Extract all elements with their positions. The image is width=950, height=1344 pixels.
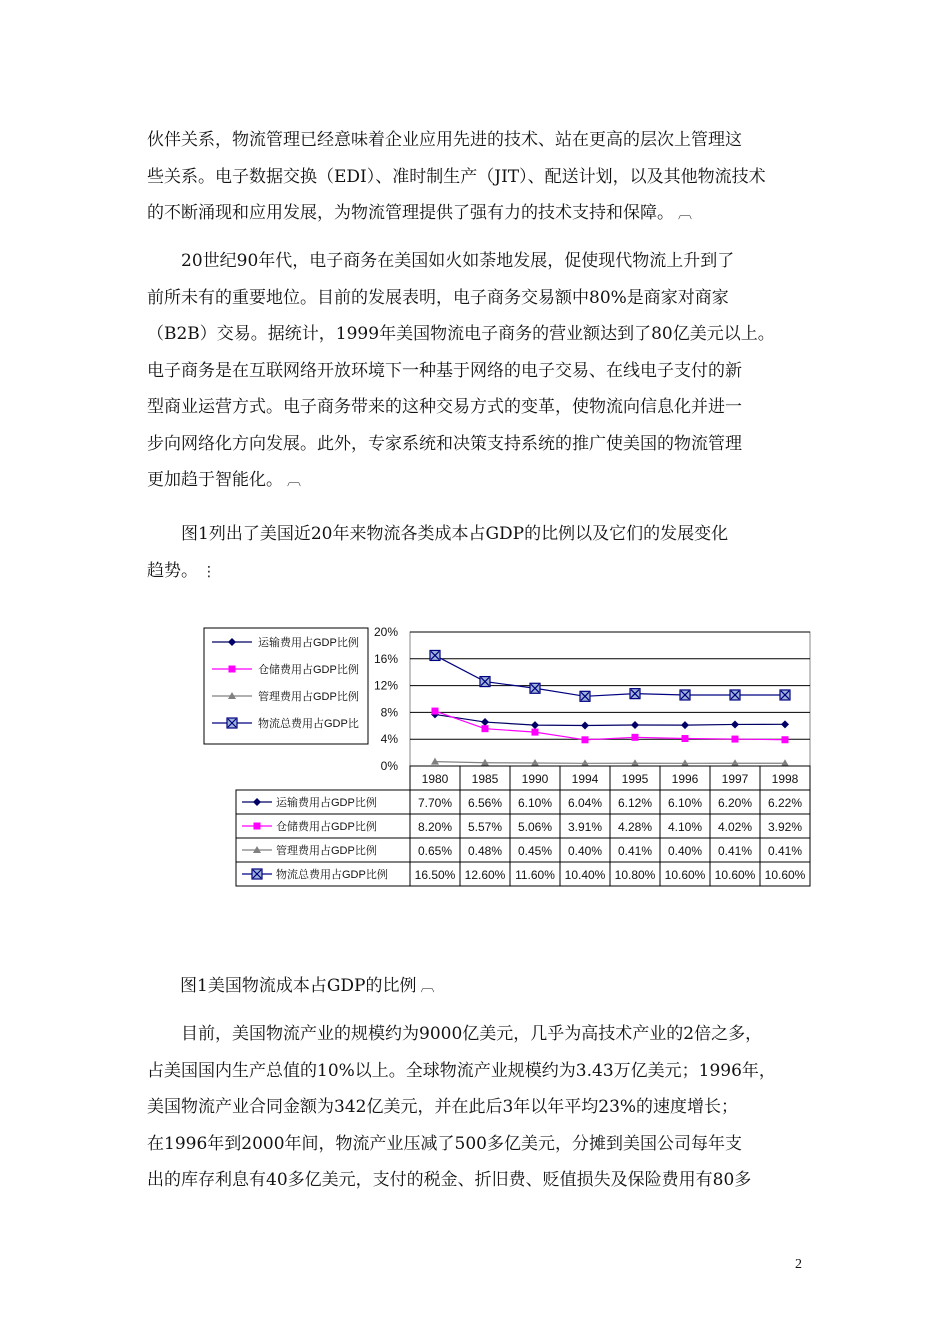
text-line: 些关系。电子数据交换（EDI）、准时制生产（JIT）、配送计划，以及其他物流技术 — [147, 166, 766, 187]
x-tick-label: 1998 — [771, 772, 799, 786]
data-point — [530, 683, 540, 693]
data-label: 12.60% — [464, 868, 506, 882]
text-line: 型商业运营方式。电子商务带来的这种交易方式的变革，使物流向信息化并进一 — [147, 397, 742, 417]
y-tick-label: 4% — [380, 732, 398, 747]
paragraph-4 — [147, 1016, 813, 1199]
data-label: 10.80% — [614, 868, 656, 882]
data-label: 0.40% — [667, 844, 703, 858]
data-label: 3.92% — [767, 820, 803, 834]
table-series-label: 运输费用占GDP比例 — [276, 797, 377, 809]
table-legend-marker — [252, 869, 262, 879]
legend-label: 管理费用占GDP比例 — [258, 691, 359, 703]
table-series-label: 物流总费用占GDP比例 — [276, 869, 388, 881]
text-line: 步向网络化方向发展。此外，专家系统和决策支持系统的推广使美国的物流管理 — [147, 433, 742, 454]
data-label: 6.04% — [567, 796, 603, 810]
data-point — [432, 708, 439, 715]
text-line: 更加趋于智能化。 ︹ — [147, 470, 301, 490]
data-point — [632, 734, 639, 741]
x-tick-label: 1985 — [471, 772, 499, 786]
text-line: 占美国国内生产总值的10%以上。全球物流产业规模约为3.43万亿美元；1996年， — [147, 1060, 776, 1081]
data-label: 5.06% — [517, 820, 553, 834]
x-tick-label: 1980 — [421, 772, 449, 786]
y-tick-label: 16% — [373, 651, 398, 666]
data-point — [782, 736, 789, 743]
legend-label: 仓储费用占GDP比例 — [258, 664, 359, 676]
data-label: 11.60% — [515, 868, 555, 882]
legend-marker — [227, 718, 237, 728]
data-label: 4.10% — [667, 820, 703, 834]
data-label: 6.20% — [717, 796, 753, 810]
text-line: （B2B）交易。据统计，1999年美国物流电子商务的营业额达到了80亿美元以上。 — [147, 324, 775, 344]
data-label: 6.10% — [517, 796, 553, 810]
data-label: 0.48% — [467, 844, 503, 858]
x-tick-label: 1995 — [621, 772, 649, 786]
data-label: 10.60% — [714, 868, 756, 882]
data-point — [582, 736, 589, 743]
chart — [200, 620, 820, 890]
y-tick-label: 0% — [380, 759, 398, 773]
x-tick-label: 1996 — [671, 772, 699, 786]
text-line: 趋势。 ⋮ — [147, 560, 216, 581]
plot-area — [410, 632, 810, 766]
data-label: 0.40% — [567, 844, 603, 858]
legend-label: 物流总费用占GDP比 — [258, 718, 359, 730]
data-point — [780, 690, 790, 700]
legend-label: 运输费用占GDP比例 — [258, 637, 359, 649]
text-line: 20世纪90年代，电子商务在美国如火如荼地发展，促使现代物流上升到了 — [181, 251, 735, 271]
data-label: 8.20% — [417, 820, 453, 834]
text-line: 出的库存利息有40多亿美元，支付的税金、折旧费、贬值损失及保险费用有80多 — [147, 1170, 752, 1190]
data-label: 6.12% — [617, 796, 653, 810]
y-tick-label: 8% — [380, 705, 398, 720]
data-label: 4.02% — [717, 820, 753, 834]
paragraph-2 — [147, 243, 813, 500]
data-label: 0.65% — [417, 844, 453, 858]
data-label: 16.50% — [414, 868, 456, 882]
text-line: 在1996年到2000年间，物流产业压减了500多亿美元，分摊到美国公司每年支 — [147, 1133, 742, 1154]
data-point — [630, 689, 640, 699]
data-label: 6.10% — [667, 796, 703, 810]
text-line: 目前，美国物流产业的规模约为9000亿美元，几乎为高技术产业的2倍之多， — [181, 1024, 763, 1044]
data-point — [732, 736, 739, 743]
y-tick-label: 12% — [373, 678, 398, 693]
data-label: 5.57% — [467, 820, 503, 834]
data-point — [532, 729, 539, 736]
data-label: 7.70% — [417, 796, 453, 810]
y-tick-label: 20% — [373, 625, 398, 639]
table-legend-marker — [254, 823, 261, 830]
data-label: 10.60% — [764, 868, 806, 882]
data-point — [680, 690, 690, 700]
text-line: 图1列出了美国近20年来物流各类成本占GDP的比例以及它们的发展变化 — [181, 524, 729, 544]
paragraph-mark-icon: ︹ — [420, 979, 435, 995]
text-line: 电子商务是在互联网络开放环境下一种基于网络的电子交易、在线电子支付的新 — [147, 360, 742, 381]
data-label: 10.60% — [664, 868, 706, 882]
table-series-label: 管理费用占GDP比例 — [276, 845, 377, 857]
data-label: 0.41% — [617, 844, 653, 858]
data-label: 0.41% — [767, 844, 803, 858]
data-label: 3.91% — [567, 820, 603, 834]
figure-caption: 图1美国物流成本占GDP的比例 ︹ — [180, 976, 435, 996]
data-point — [682, 735, 689, 742]
page-number: 2 — [795, 1257, 802, 1272]
data-point — [482, 725, 489, 732]
paragraph-3 — [147, 516, 813, 590]
data-label: 0.41% — [717, 844, 753, 858]
data-label: 6.56% — [467, 796, 503, 810]
legend-marker — [229, 666, 236, 673]
data-label: 10.40% — [564, 868, 606, 882]
paragraph-mark-icon: ︹ — [287, 473, 301, 489]
table-series-label: 仓储费用占GDP比例 — [276, 821, 377, 833]
dots-mark-icon: ⋮ — [202, 563, 216, 580]
x-tick-label: 1997 — [721, 772, 749, 786]
x-tick-label: 1994 — [571, 772, 599, 786]
text-line: 的不断涌现和应用发展，为物流管理提供了强有力的技术支持和保障。 ︹ — [147, 203, 692, 223]
data-point — [580, 691, 590, 701]
data-point — [730, 690, 740, 700]
data-point — [430, 650, 440, 660]
x-tick-label: 1990 — [521, 772, 549, 786]
text-line: 前所未有的重要地位。目前的发展表明，电子商务交易额中80%是商家对商家 — [147, 287, 729, 308]
paragraph-mark-icon: ︹ — [678, 206, 692, 222]
chart-svg — [200, 620, 820, 890]
data-point — [480, 677, 490, 687]
paragraph-1 — [147, 122, 813, 233]
text-line: 伙伴关系，物流管理已经意味着企业应用先进的技术、站在更高的层次上管理这 — [147, 130, 742, 150]
data-label: 0.45% — [517, 844, 553, 858]
data-label: 6.22% — [767, 796, 803, 810]
data-label: 4.28% — [617, 820, 653, 834]
text-line: 美国物流产业合同金额为342亿美元，并在此后3年以年平均23%的速度增长； — [147, 1097, 739, 1117]
